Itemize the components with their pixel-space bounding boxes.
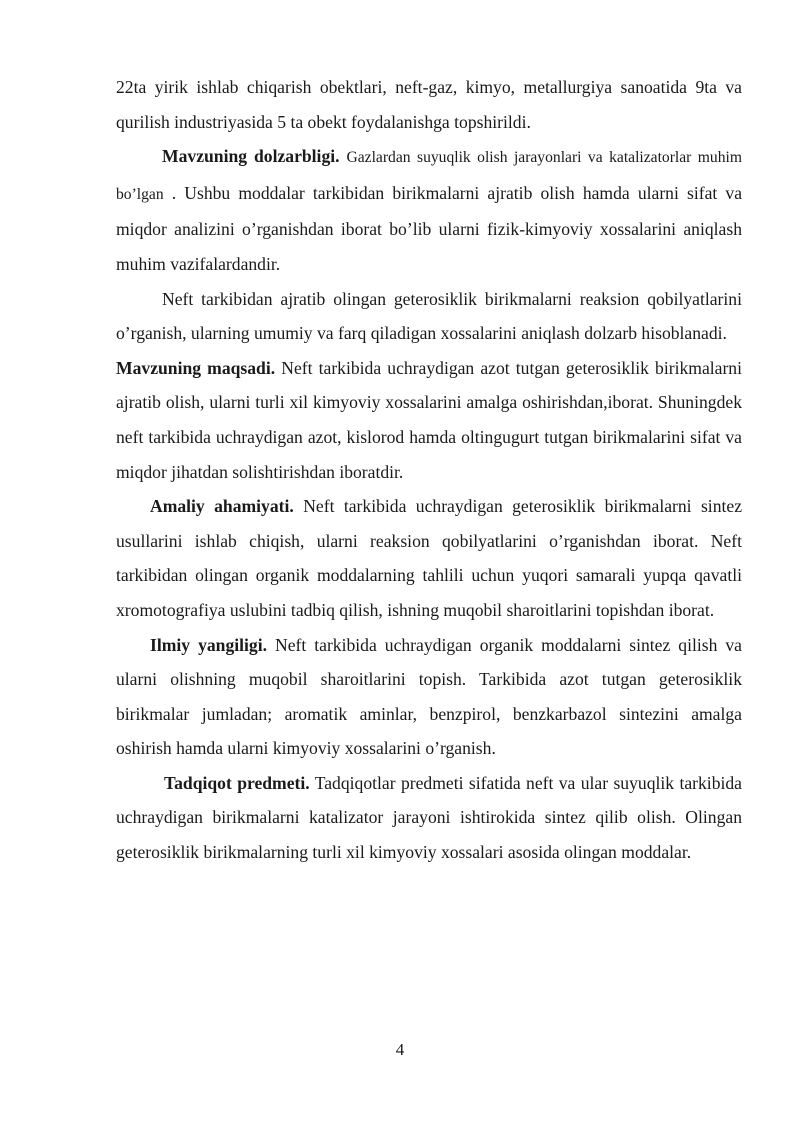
paragraph-yangiligi [116, 628, 742, 766]
heading-predmeti: Tadqiqot predmeti. [164, 772, 310, 793]
body-text [116, 70, 742, 870]
paragraph-intro [116, 70, 742, 139]
maqsadi-text: Neft tarkibida uchraydigan azot tutgan geterosiklik birikmalarni ajratib olish, ularni turli xil kimyoviy xossalarini amalga oshirishdan,iborat. Shuningdek neft tarkibida uchraydigan azot, kislorod hamda oltingugurt tutgan birikmalarini sifat va miqdor jihatdan solishtirishdan iboratdir. [116, 357, 742, 482]
heading-yangiligi: Ilmiy yangiligi. [150, 634, 267, 655]
dolzarbligi-small-text: Gazlardan suyuqlik olish jarayonlari va katalizatorlar muhim bo’lgan [116, 149, 742, 203]
paragraph-predmeti [116, 766, 742, 870]
heading-ahamiyati: Amaliy ahamiyati. [150, 496, 294, 517]
yangiligi-text: Neft tarkibida uchraydigan organik moddalarni sintez qilish va ularni olishning muqobil sharoitlarini topish. Tarkibida azot tutgan geterosiklik birikmalar jumladan; aromatik aminlar, benzpirol, benzkarbazol sintezini amalga oshirish hamda ularni kimyoviy xossalarini o’rganish. [116, 634, 742, 759]
intro-text: 22ta yirik ishlab chiqarish obektlari, neft-gaz, kimyo, metallurgiya sanoatida 9ta va qurilish industriyasida 5 ta obekt foydalanishga topshirildi. [116, 77, 742, 132]
page-number: 4 [395, 1040, 405, 1059]
heading-dolzarbligi: Mavzuning dolzarbligi. [162, 146, 340, 167]
neft-text: Neft tarkibidan ajratib olingan geterosiklik birikmalarni reaksion qobilyatlarini o’rganish, ularning umumiy va farq qiladigan xossalarini aniqlash dolzarb hisoblanadi. [116, 288, 742, 344]
paragraph-maqsadi [116, 351, 742, 489]
paragraph-neft [116, 282, 742, 351]
predmeti-text: Tadqiqotlar predmeti sifatida neft va ular suyuqlik tarkibida uchraydigan birikmalarni katalizator jarayoni ishtirokida sintez qilib olish. Olingan geterosiklik birikmalarning turli xil kimyoviy xossalari asosida olingan moddalar. [116, 772, 742, 863]
dolzarbligi-text: . Ushbu moddalar tarkibidan birikmalarni ajratib olish hamda ularni sifat va miqdor analizini o’rganishdan iborat bo’lib ularni fizik-kimyoviy xossalarini aniqlash muhim vazifalardandir. [116, 182, 742, 274]
heading-maqsadi: Mavzuning maqsadi. [116, 357, 276, 378]
ahamiyati-text: Neft tarkibida uchraydigan geterosiklik birikmalarni sintez usullarini ishlab chiqish, ularni reaksion qobilyatlarini o’rganishdan iborat. Neft tarkibidan olingan organik moddalarning tahlili uchun yuqori samarali yupqa qavatli xromotografiya uslubini tadbiq qilish, ishning muqobil sharoitlarini topishdan iborat. [116, 496, 742, 620]
paragraph-ahamiyati [116, 489, 742, 627]
paragraph-dolzarbligi [116, 139, 742, 281]
